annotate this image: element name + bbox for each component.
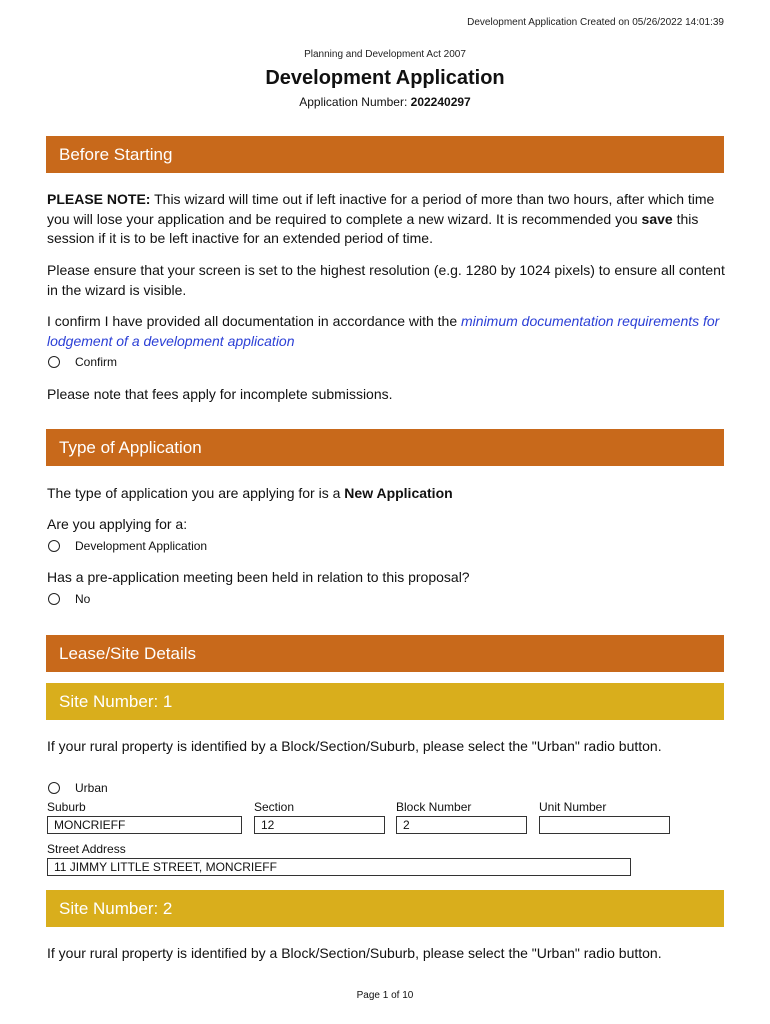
application-type-value: New Application	[344, 485, 453, 501]
page-title: Development Application	[265, 67, 505, 89]
please-note-text-2: this session if it is to be left inactive for an extended period of time.	[47, 210, 699, 246]
application-number-value: 202240297	[410, 95, 471, 109]
site-1-header: Site Number: 1	[46, 683, 724, 720]
confirm-radio[interactable]	[48, 356, 60, 368]
please-note-label: PLEASE NOTE:	[47, 191, 151, 207]
development-application-radio-row[interactable]	[48, 539, 207, 553]
please-note-paragraph	[47, 190, 727, 249]
application-number	[0, 95, 770, 109]
confirm-radio-label: Confirm	[75, 355, 118, 369]
site-1-rural-paragraph: If your rural property is identified by a Block/Section/Suburb, please select the "Urban" radio button.	[47, 738, 662, 754]
pre-application-meeting-question: Has a pre-application meeting been held in relation to this proposal?	[47, 569, 470, 585]
application-type-paragraph	[47, 484, 727, 504]
section-label: Section	[254, 800, 295, 814]
section-field[interactable]: 12	[254, 816, 385, 834]
section-header-lease-site-details: Lease/Site Details	[46, 635, 724, 672]
application-number-label: Application Number:	[299, 95, 408, 109]
site-2-header: Site Number: 2	[46, 890, 724, 927]
section-header-before-starting: Before Starting	[46, 136, 724, 173]
save-emphasis: save	[641, 210, 673, 227]
min-documentation-link[interactable]: minimum documentation requirements for lodgement of a development application	[47, 313, 720, 349]
site-1-urban-radio[interactable]	[48, 782, 60, 794]
created-timestamp: Development Application Created on 05/26/2022 14:01:39	[467, 17, 724, 28]
suburb-label: Suburb	[47, 800, 86, 814]
street-address-field[interactable]: 11 JIMMY LITTLE STREET, MONCRIEFF	[47, 858, 631, 876]
unit-number-field[interactable]	[539, 816, 670, 834]
confirm-paragraph	[47, 312, 727, 351]
site-1-urban-radio-row[interactable]	[48, 781, 108, 795]
act-title: Planning and Development Act 2007	[304, 49, 466, 60]
block-number-field[interactable]: 2	[396, 816, 527, 834]
fees-paragraph: Please note that fees apply for incomplete submissions.	[47, 386, 393, 402]
resolution-paragraph: Please ensure that your screen is set to the highest resolution (e.g. 1280 by 1024 pixels) to ensure all content in the wizard is visible.	[47, 262, 725, 298]
please-note-text-1: This wizard will time out if left inactive for a period of more than two hours, after which time you will lose your application and be required to complete a new wizard. It is recommended you	[47, 191, 715, 227]
pre-meeting-no-radio-row[interactable]	[48, 592, 90, 606]
application-type-text: The type of application you are applying for is a	[47, 485, 345, 501]
section-header-type-of-application: Type of Application	[46, 429, 724, 466]
suburb-field[interactable]: MONCRIEFF	[47, 816, 242, 834]
unit-number-label: Unit Number	[539, 800, 607, 814]
applying-for-question: Are you applying for a:	[47, 516, 188, 532]
page-number: Page 1 of 10	[356, 990, 414, 1001]
site-1-urban-radio-label: Urban	[75, 781, 108, 795]
block-number-label: Block Number	[396, 800, 472, 814]
site-2-rural-paragraph: If your rural property is identified by a Block/Section/Suburb, please select the "Urban" radio button.	[47, 945, 662, 961]
confirm-text: I confirm I have provided all documentation in accordance with the	[47, 313, 462, 329]
development-application-radio[interactable]	[48, 540, 60, 552]
pre-meeting-no-radio[interactable]	[48, 593, 60, 605]
pre-meeting-no-radio-label: No	[75, 592, 91, 606]
confirm-radio-row[interactable]	[48, 355, 117, 369]
street-address-label: Street Address	[47, 842, 126, 856]
development-application-radio-label: Development Application	[75, 539, 208, 553]
